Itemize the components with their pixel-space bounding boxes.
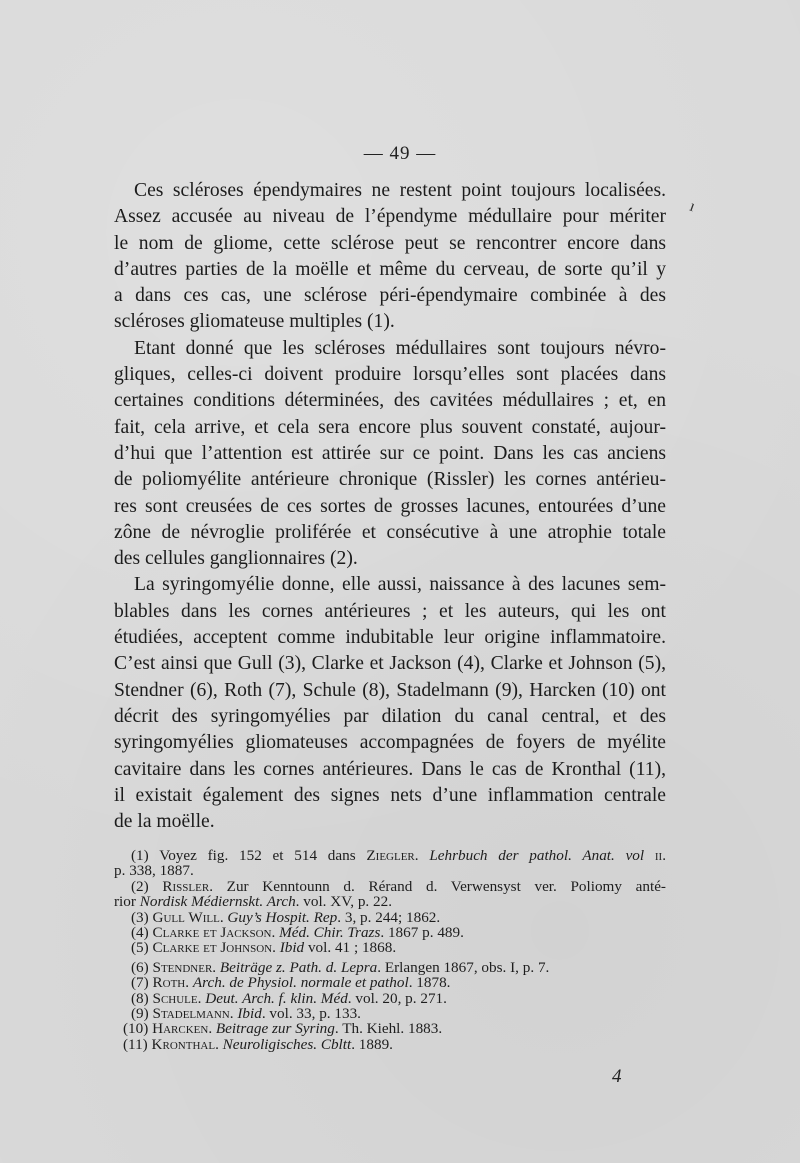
footnote-text: ii.: [644, 847, 666, 864]
footnote-number: (10): [123, 1020, 149, 1038]
footnote-10: (10) Harcken. Beitrage zur Syring. Th. Kiehl. 1883.: [123, 1020, 443, 1038]
footnote-text: . 1878.: [408, 974, 451, 992]
text-line: Assez accusée au niveau de l’épendyme médullaire pour mériter: [114, 206, 666, 228]
page-number: — 49 —: [363, 143, 437, 164]
footnote-title: Lehrbuch der pathol. Anat. vol: [429, 847, 645, 864]
ink-speck-decoration: ı: [687, 197, 698, 216]
footnote-text: Zur Kenntounn d. Rérand d. Verwensyst ver. Poliomy anté-: [213, 877, 666, 895]
footnote-title: Deut. Arch. f. klin. Méd: [205, 989, 348, 1007]
footnote-3: (3) Gull Will. Guy’s Hospit. Rep. 3, p. 244; 1862.: [131, 908, 441, 926]
footnote-2-cont: [114, 894, 666, 909]
footnote-author: Harcken: [152, 1020, 209, 1038]
footnotes: [114, 848, 666, 1052]
text-line: certaines conditions déterminées, des cavitées médullaires ; et, en: [114, 390, 666, 412]
text-line: de poliomyélite antérieure chronique (Rissler) les cornes antérieu-: [114, 469, 666, 491]
footnote-text: . 1889.: [351, 1035, 393, 1053]
paragraph: [114, 178, 666, 336]
footnote-author: Stadelmann: [152, 1004, 230, 1022]
footnote-number: (8): [131, 989, 149, 1007]
footnote-title: Neuroligisches. Cbltt: [222, 1035, 352, 1053]
footnote-title: Ibid: [237, 1004, 262, 1022]
footnote-author: Roth: [152, 974, 186, 992]
footnote-4: (4) Clarke et Jackson. Méd. Chir. Trazs. 1867 p. 489.: [131, 923, 464, 941]
paragraph: [114, 336, 666, 573]
text-line: de la moëlle.: [114, 811, 215, 833]
footnote-title: Méd. Chir. Trazs: [279, 923, 381, 941]
footnote-author: Clarke et Jackson: [152, 923, 272, 941]
footnote-text: . Th. Kiehl. 1883.: [334, 1020, 443, 1038]
text-line: syringomyélies gliomateuses accompagnées de foyers de myélite: [114, 732, 666, 754]
footnote-text: . vol. XV, p. 22.: [295, 893, 393, 911]
footnote-number: (5): [131, 939, 149, 957]
text-line: a dans ces cas, une sclérose péri-épendymaire combinée à des: [114, 285, 666, 307]
text-line: La syringomyélie donne, elle aussi, naissance à des lacunes sem-: [134, 574, 666, 596]
footnote-number: (9): [131, 1004, 149, 1022]
footnote-title: Beiträge z. Path. d. Lepra: [219, 958, 378, 976]
text-line: d’autres parties de la moëlle et même du cerveau, de sorte qu’il y: [114, 258, 666, 280]
footnote-title: Arch. de Physiol. normale et pathol: [192, 974, 409, 992]
footnote-number: (7): [131, 974, 149, 992]
text-line: il existait également des signes nets d’une inflammation centrale: [114, 784, 666, 806]
text-line: gliques, celles-ci doivent produire lorsqu’elles sont placées dans: [114, 364, 666, 386]
text-line: d’hui que l’attention est attirée sur ce point. Dans les cas anciens: [114, 442, 666, 464]
footnote-title: Guy’s Hospit. Rep: [227, 908, 338, 926]
footnote-number: (3): [131, 908, 149, 926]
paragraph: [114, 572, 666, 835]
footnote-6: (6) Stendner. Beiträge z. Path. d. Lepra. Erlangen 1867, obs. I, p. 7.: [131, 958, 550, 976]
footnote-author: Kronthal: [151, 1035, 216, 1053]
footnote-text: . 1867 p. 489.: [380, 923, 464, 941]
text-line: cavitaire dans les cornes antérieures. Dans le cas de Kronthal (11),: [114, 758, 666, 780]
footnote-text: . Erlangen 1867, obs. I, p. 7.: [377, 958, 550, 976]
footnote-text: rior: [114, 893, 140, 911]
footnote-author: Gull Will: [152, 908, 220, 926]
text-line: Ces scléroses épendymaires ne restent point toujours localisées.: [134, 180, 666, 201]
footnote-title: Beitrage zur Syring: [215, 1020, 335, 1038]
text-line: zône de névroglie proliférée et consécutive à une atrophie totale: [114, 521, 666, 543]
footnote-7: (7) Roth. Arch. de Physiol. normale et pathol. 1878.: [131, 974, 451, 992]
footnote-number: (11): [123, 1035, 148, 1053]
footnote-text: . vol. 20, p. 271.: [347, 989, 447, 1007]
text-line: fait, cela arrive, et cela sera encore plus souvent constaté, aujour-: [114, 416, 666, 438]
footnote-1-cont: p. 338, 1887.: [114, 862, 194, 880]
footnote-1: (1) Voyez fig. 152 et 514 dans Ziegler. Lehrbuch der pathol. Anat. vol ii.: [131, 847, 666, 864]
text-line: le nom de gliome, cette sclérose peut se rencontrer encore dans: [114, 232, 666, 254]
text-line: Etant donné que les scléroses médullaires sont toujours névro-: [134, 337, 666, 359]
main-text: [114, 178, 666, 835]
footnote-text: . vol. 33, p. 133.: [261, 1004, 361, 1022]
footnote-11: (11) Kronthal. Neuroligisches. Cbltt. 1889.: [123, 1035, 393, 1053]
footnote-author: Schule: [152, 989, 198, 1007]
text-line: blables dans les cornes antérieures ; et les auteurs, qui les ont: [114, 600, 666, 622]
footnote-title: Ibid: [279, 939, 305, 957]
text-line: décrit des syringomyélies par dilation du canal central, et des: [114, 705, 666, 727]
footnote-author: Clarke et Johnson: [152, 939, 273, 957]
footnote-author: Ziegler: [366, 847, 415, 864]
footnote-text: vol. 41 ; 1868.: [304, 939, 397, 957]
footnote-5: (5) Clarke et Johnson. Ibid vol. 41 ; 1868.: [131, 939, 397, 957]
text-line: Stendner (6), Roth (7), Schule (8), Stadelmann (9), Harcken (10) ont: [114, 679, 666, 701]
text-line: des cellules ganglionnaires (2).: [114, 548, 358, 570]
footnote-title: Nordisk Médiernskt. Arch: [139, 893, 296, 911]
footnote-author: Stendner: [152, 958, 213, 976]
footnote-text: . 3, p. 244; 1862.: [337, 908, 441, 926]
footnote-number: (1): [131, 847, 149, 864]
footnote-9: (9) Stadelmann. Ibid. vol. 33, p. 133.: [131, 1004, 361, 1022]
footnote-number: (4): [131, 923, 149, 941]
footnote-text: Voyez fig. 152 et 514 dans: [159, 847, 367, 864]
signature-mark: 4: [612, 1066, 622, 1087]
text-line: C’est ainsi que Gull (3), Clarke et Jackson (4), Clarke et Johnson (5),: [114, 653, 666, 675]
footnote-number: (2): [131, 877, 149, 895]
footnote-number: (6): [131, 958, 149, 976]
text-line: res sont creusées de ces sortes de grosses lacunes, entourées d’une: [114, 495, 666, 517]
footnote-2: (2) Rissler. Zur Kenntounn d. Rérand d. Verwensyst ver. Poliomy anté-: [131, 877, 666, 895]
footnote-author: Rissler: [162, 877, 210, 895]
text-line: étudiées, acceptent comme indubitable leur origine inflammatoire.: [114, 627, 666, 649]
footnote-8: (8) Schule. Deut. Arch. f. klin. Méd. vol. 20, p. 271.: [131, 989, 447, 1007]
text-line: scléroses gliomateuse multiples (1).: [114, 311, 395, 333]
